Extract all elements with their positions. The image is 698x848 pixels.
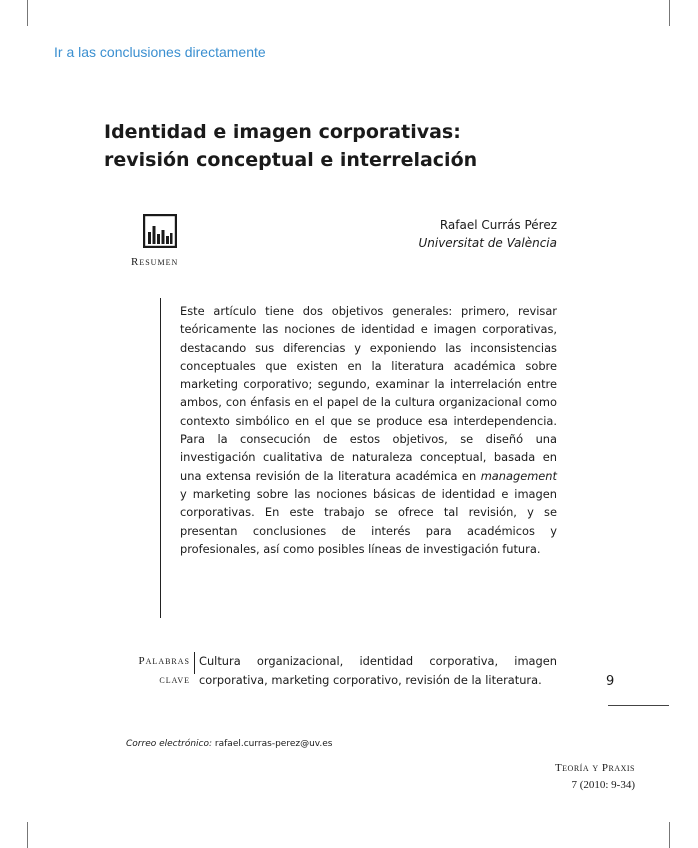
email-address[interactable]: rafael.curras-perez@uv.es	[214, 739, 333, 749]
journal-name: Teoría y Praxis	[554, 762, 635, 774]
author-name: Rafael Currás Pérez	[439, 218, 557, 232]
author-block	[418, 216, 557, 252]
keywords-label-line-1: Palabras	[138, 655, 190, 667]
article-title	[104, 118, 477, 174]
abstract-part-1: Este artículo tiene dos objetivos generales: primero, revisar teóricamente las nociones de identidad e imagen corporativas, destacando sus diferencias y exponiendo las inconsistencias conceptuales que existen en la literatura académica sobre marketing corporativo; segundo, examinar la interrelación entre ambos, con énfasis en el papel de la cultura organizacional como contexto simbólico en el que se produce esa interdependencia. Para la consecución de estos objetivos, se diseñó una investigación cualitativa de naturaleza conceptual, basada en una extensa revisión de la literatura académica en	[180, 304, 557, 483]
crop-mark-top-right	[669, 0, 670, 26]
abstract-part-2: y marketing sobre las nociones básicas de identidad e imagen corporativas. En este trabajo se ofrece tal revisión, y se presentan conclusiones de interés para académicos y profesionales, así como posibles líneas de investigación futura.	[180, 486, 557, 556]
article-title-line-2: revisión conceptual e interrelación	[104, 149, 478, 171]
abstract-emphasis: management	[480, 468, 557, 483]
crop-mark-bottom-right	[669, 822, 670, 848]
crop-mark-top-left	[27, 0, 28, 26]
keywords-divider	[194, 652, 195, 674]
journal-info	[555, 760, 635, 794]
email-line	[126, 739, 333, 749]
keywords-label-line-2: clave	[159, 674, 190, 686]
skip-to-conclusions-link[interactable]: Ir a las conclusiones directamente	[54, 44, 266, 60]
abstract-text	[180, 302, 557, 558]
article-title-line-1: Identidad e imagen corporativas:	[104, 121, 461, 143]
keywords-text: Cultura organizacional, identidad corporativa, imagen corporativa, marketing corporativo, revisión de la literatura.	[199, 654, 557, 687]
author-affiliation: Universitat de València	[418, 236, 557, 250]
crop-mark-bottom-left	[27, 822, 28, 848]
abstract-margin-rule	[160, 298, 161, 618]
page-number-rule	[608, 705, 669, 706]
email-label: Correo electrónico:	[126, 739, 213, 749]
page-number: 9	[606, 674, 615, 689]
journal-issue: 7 (2010: 9-34)	[571, 779, 635, 791]
keywords-label	[112, 652, 190, 690]
bar-chart-icon	[143, 214, 177, 248]
resumen-label: Resumen	[131, 256, 179, 268]
